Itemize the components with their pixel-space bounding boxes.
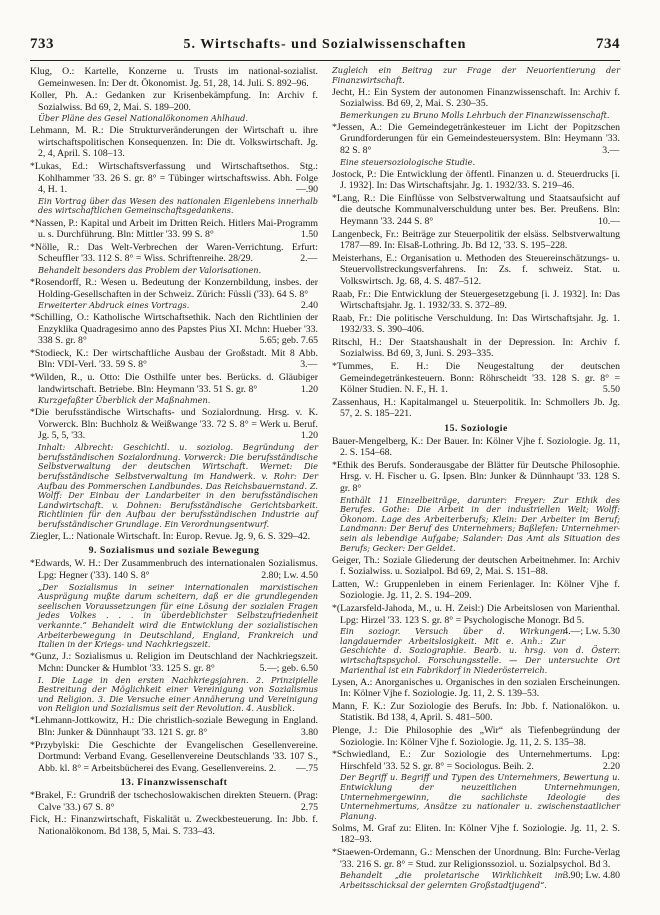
entry-text: *Tummes, E. H.: Die Neugestaltung der deutschen Gemeindegetränkesteuern. Bonn: Röhrscheidt '33. 128 S. gr. 8° = Kölner Studien. N. F., H. 1. [332, 361, 620, 396]
bib-entry: *Ethik des Berufs. Sonderausgabe der Blätter für Deutsche Philosophie. Hrsg. v. H. Fischer u. G. Ipsen. Bln: Junker & Dünnhaupt '33. 128 S. gr. 8° [332, 459, 620, 494]
bib-entry: Klug, O.: Kartelle, Konzerne u. Trusts im national-sozialist. Gemeinwesen. In: Der dt. Ökonomist. Jg. 51, 28, 14. Juli. S. 892–96. [30, 66, 318, 89]
bib-entry [30, 348, 318, 371]
two-column-body [30, 66, 620, 892]
entry-text: *(Lazarsfeld-Jahoda, M., u. H. Zeisl:) Die Arbeitslosen von Marienthal. Lpg: Hirzel '33. 123 S. gr. 8° = Psychologische Monogr. Bd 5. [332, 603, 620, 626]
entry-text: *Schwiedland, E.: Zur Soziologie des Unternehmertums. Lpg: Hirschfeld '33. 52 S. gr. 8° = Sociologus. Beih. 2. [332, 749, 620, 772]
bib-entry: Koller, Ph. A.: Gedanken zur Krisenbekämpfung. In: Archiv f. Sozialwiss. Bd 69, 2, Mai. S. 189–200. [30, 90, 318, 113]
bib-entry: Geiger, Th.: Soziale Gliederung der deutschen Arbeitnehmer. In: Archiv f. Sozialwiss. u. Sozialpol. Bd 69, 2, Mai. S. 151–88. [332, 554, 620, 578]
annotation: Bemerkungen zu Bruno Molls Lehrbuch der Finanzwissenschaft. [340, 109, 610, 120]
bib-entry: Lehmann, M. R.: Die Strukturveränderungen der Wirtschaft u. ihre wirtschaftspolitischen Konsequenzen. In: Die dt. Volkswirtschaft. Jg. 2, 4, April. S. 108–13. [30, 125, 318, 160]
annotation: I. Die Lage in den ersten Nachkriegsjahren. 2. Prinzipielle Bestreitung der Möglichkeit einer Vereinigung von Sozialismus und Religion. 3. Die Versuche einer Annäherung und Vereinigung von Religion und Sozialismus seit der Revolution. 4. Ausblick. [38, 674, 318, 714]
entry-text: *Przybylski: Die Geschichte der Evangelischen Gesellenvereine. Dortmund: Verband Evang. Gesellenvereine Deutschlands '33. 107 S., Abb. kl. 8° = Arbeitsbücherei des Evang. Gesellenvereins. 2. [30, 739, 318, 774]
entry-text: *Brakel, F.: Grundriß der tschechoslowakischen direkten Steuern. (Prag: Calve '33.) 67 S. 8° [30, 790, 318, 813]
price: 5.—; geb. 6.50 [259, 662, 318, 674]
price: 5.65; geb. 7.65 [259, 335, 318, 347]
annotation: Über Pläne des Gesel Nationalökonomen Ahlhaud. [38, 113, 249, 124]
right-page-number: 734 [595, 36, 620, 52]
entry-text: *Wilden, R., u. Otto: Die Osthilfe unter bes. Berücks. d. Gläubiger landwirtschaft. Betriebe. Bln: Heymann '33. 51 S. gr. 8° [30, 372, 318, 395]
bib-entry [30, 407, 318, 442]
bib-entry: Bauer-Mengelberg, K.: Der Bauer. In: Kölner Vjhe f. Soziologie. Jg. 11, 2. S. 154–68. [332, 435, 620, 459]
price: 3.90; Lw. 4.80 [563, 870, 620, 882]
entry-text: *Nölle, R.: Das Welt-Verbrechen der Waren-Verrichtung. Erfurt: Scheuffler '33. 112 S. 8° = Wiss. Schriftenreihe. 28/29. [30, 241, 318, 265]
bib-entry [332, 122, 620, 157]
bib-entry [30, 740, 318, 775]
annotation: Der Begriff u. Begriff und Typen des Unternehmers, Bewertung u. Entwicklung der neuzeitlichen Unternehmungen, Unternehmergewinn, die sachlichste Ideologie des Unternehmertums, Ansätze zu nationaler u. zwischenstaatlicher Planung. [340, 772, 620, 821]
bib-entry [30, 651, 318, 674]
bib-entry: Jecht, H.: Ein System der autonomen Finanzwissenschaft. In: Archiv f. Sozialwiss. Bd 69, 2, Mai. S. 230–35. [332, 86, 620, 110]
bib-entry [30, 790, 318, 813]
bib-entry [30, 558, 318, 581]
annotation: Enthält 11 Einzelbeiträge, darunter: Freyer: Zur Ethik des Berufes. Gothe: Die Arbeit in der industriellen Welt; Wolff: Ökonom. Lage des Arbeiterberufs; Klein: Der Arbeiter im Beruf; Landmann: Der Beruf des Unternehmers; Baßlefen: Unternehmer-sein als lebendige Aufgabe; Salander: Das Amt als Situation des Berufs; Gecker: Der Geldet. [340, 494, 620, 553]
bib-entry: Ritschl, H.: Der Staatshaushalt in der Depression. In: Archiv f. Sozialwiss. Bd 69, 3, Juni. S. 293–335. [332, 336, 620, 360]
annotation: Erweiterter Abdruck eines Vortrags. [38, 300, 190, 311]
price: —.90 [295, 184, 318, 196]
bib-entry: Raab, Fr.: Die Entwicklung der Steuergesetzgebung [i. J. 1932]. In: Das Wirtschaftsjahr. Jg. 1. 1932/33. S. 372–89. [332, 288, 620, 311]
bib-entry: Ziegler, L.: Nationale Wirtschaft. In: Europ. Revue. Jg. 9, 6. S. 329–42. [30, 530, 311, 542]
running-title: 5. Wirtschafts- und Sozialwissenschaften [183, 37, 467, 52]
price: 2.80; Lw. 4.50 [261, 569, 318, 581]
bib-entry [332, 749, 620, 772]
section-heading-sozialismus: 9. Sozialismus und soziale Bewegung [88, 545, 260, 557]
price: 2.40 [300, 300, 318, 311]
bib-entry [30, 312, 318, 347]
price: 1.20 [300, 383, 318, 395]
entry-text: *Gunz, J.: Sozialismus u. Religion im Deutschland der Nachkriegszeit. Mchn: Duncker & Humblot '33. 125 S. gr. 8° [30, 651, 318, 674]
price: 4.—; Lw. 5.30 [563, 626, 620, 638]
bib-entry: Langenbeck, Fr.: Beiträge zur Steuerpolitik der elsäss. Selbstverwaltung 1787—89. In: Elsaß-Lothring. Jb. Bd 12, '33. S. 195–228. [332, 228, 620, 252]
entry-text: *Rosendorff, R.: Wesen u. Bedeutung der Konzernbildung, insbes. der Holding-Gesellschaften in der Schweiz. Zürich: Füssli ('33). 64 S. 8° [30, 277, 318, 300]
bib-entry [332, 361, 620, 396]
price: 1.50 [300, 229, 318, 241]
price: 5.50 [602, 384, 620, 396]
price: 2.20 [602, 760, 620, 772]
bib-entry: Mann, F. K.: Zur Soziologie des Berufs. In: Jbb. f. Nationalökon. u. Statistik. Bd 138, 4, April. S. 481–500. [332, 700, 620, 724]
bib-entry [30, 218, 318, 241]
left-page-number: 733 [30, 36, 54, 52]
price: —.75 [295, 762, 318, 774]
price: 3.— [300, 359, 318, 371]
entry-text: *Jessen, A.: Die Gemeindegetränkesteuer im Licht der Popitzschen Grundforderungen für ein Gemeindesteuersystem. Bln: Heymann '33. 82 S. 8° [332, 121, 620, 156]
annotation: Ein soziogr. Versuch über d. Wirkungen langdauernder Arbeitslosigkeit. Mit e. Anh.: Zur Geschichte d. Soziographie. Bearb. u. hrsg. von d. Österr. wirtschaftspsychol. Forschungsstelle. — Der untersuchte Ort Marienthal ist ein Fabrikdorf in Niederösterreich. [340, 626, 620, 675]
annotation: „Der Sozialismus in seiner internationalen marxistischen Ausprägung mußte darum scheitern, daß er die grundlegenden seelischen Voraussetzungen für eine Lösung der sozialen Fragen jedes Volkes . . . in überdeblichster Selbstzufriedenheit verkannte.“ Behandelt wird die Entwicklung der sozialistischen Arbeiterbewegung in Deutschland, England, Frankreich und Italien in der Kriegs- und Nachkriegszeit. [38, 581, 318, 650]
price: 2.75 [300, 801, 318, 813]
entry-text: *Edwards, W. H.: Der Zusammenbruch des internationalen Sozialismus. Lpg: Hegner ('33). 140 S. 8° [30, 558, 318, 581]
entry-text: *Lehmann-Jottkowitz, H.: Die christlich-soziale Bewegung in England. Bln: Junker & Dünnhaupt '33. 121 S. gr. 8° [30, 715, 318, 738]
entry-text: *Stodieck, K.: Der wirtschaftliche Ausbau der Großstadt. Mit 8 Abb. Bln: VDI-Verl. '33. 59 S. 8° [30, 347, 318, 371]
bib-entry: Zassenhaus, H.: Kapitalmangel u. Steuerpolitik. In: Schmollers Jb. Jg. 57, 2. S. 185–221. [332, 396, 620, 420]
annotation: Kurzgefaßter Überblick der Maßnahmen. [38, 395, 211, 406]
entry-text: *Schilling, O.: Katholische Wirtschaftsethik. Nach den Richtlinien der Enzyklika Quadragesimo anno des Papstes Pius XI. Mchn: Hueber '33. 338 S. gr. 8° [30, 312, 318, 347]
annotation: Zugleich ein Beitrag zur Frage der Neuorientierung der Finanzwirtschaft. [332, 65, 620, 85]
section-heading-soziologie: 15. Soziologie [444, 422, 508, 434]
bib-entry [332, 193, 620, 228]
entry-text: *Lukas, Ed.: Wirtschaftsverfassung und Wirtschaftsethos. Stg.: Kohlhammer '33. 26 S. gr. 8° = Tübinger wirtschaftswiss. Abh. Folge 4, H. 1. [30, 161, 318, 196]
bib-entry [332, 603, 620, 638]
bib-entry [30, 242, 318, 265]
bib-entry: Latten, W.: Gruppenleben in einem Ferienlager. In: Kölner Vjhe f. Soziologie. Jg. 11, 2. S. 194–209. [332, 578, 620, 602]
bib-entry: Raab, Fr.: Die politische Verschuldung. In: Das Wirtschaftsjahr. Jg. 1. 1932/33. S. 390–406. [332, 312, 620, 336]
bib-entry: Plenge, J.: Die Philosophie des „Wir“ als Tiefenbegründung der Soziologie. In: Kölner Vjhe f. Soziologie. Jg. 11, 2. S. 135–38. [332, 725, 620, 748]
bib-entry: Solms, M. Graf zu: Eliten. In: Kölner Vjhe f. Soziologie. Jg. 11, 2. S. 182–93. [332, 822, 620, 846]
bib-entry: Meisterhans, E.: Organisation u. Methoden des Steuereinschätzungs- u. Steuervollstreckungsverfahrens. In: Zs. f. schweiz. Stat. u. Volkswirtsch. Jg. 68, 4. S. 487–512. [332, 252, 620, 287]
annotation: Behandelt „die proletarische Wirklichkeit im Arbeitsschicksal der gelernten Großstadtjugend“. [340, 870, 566, 890]
price: 2.— [300, 253, 318, 265]
annotation: Eine steuersoziologische Studie. [340, 156, 476, 167]
entry-text: *Staewen-Ordemann, G.: Menschen der Unordnung. Bln: Furche-Verlag '33. 216 S. gr. 8° = Stud. zur Religionssoziol. u. Sozialpsychol. Bd 3. [332, 847, 620, 870]
entry-text: *Lang, R.: Die Einflüsse von Selbstverwaltung und Staatsaufsicht auf die deutsche Kommunalverschuldung unter bes. Ber. Preußens. Bln: Heymann '33. 244 S. 8° [332, 192, 620, 227]
annotation: Ein Vortrag über das Wesen des nationalen Eigenlebens innerhalb des wirtschaftlichen Gemeinschaftsgedankens. [38, 195, 318, 216]
left-column [30, 66, 318, 892]
price: 1.20 [300, 430, 318, 442]
page-header [30, 36, 620, 61]
bib-entry: Jostock, P.: Die Entwicklung der öffentl. Finanzen u. d. Steuerdrucks [i. J. 1932]. In: Das Wirtschaftsjahr. Jg. 1. 1932/33. S. 219–46. [332, 168, 620, 192]
entry-text: *Die berufsständische Wirtschafts- und Sozialordnung. Hrsg. v. K. Vorwerck. Bln: Buchholz & Weißwange '33. 72 S. 8° = Werk u. Beruf. Jg. 5, 5, '33. [30, 407, 318, 442]
price: 3.80 [300, 726, 318, 738]
section-heading-finanzwissenschaft: 13. Finanzwissenschaft [120, 777, 228, 789]
price: 10.— [597, 215, 620, 227]
bib-entry [30, 161, 318, 196]
annotation: Behandelt besonders das Problem der Valorisationen. [38, 264, 262, 275]
price: 3.— [602, 144, 620, 156]
right-column [332, 66, 620, 892]
bib-entry [30, 715, 318, 738]
bib-entry: Lysen, A.: Anorganisches u. Organisches in den sozialen Erscheinungen. In: Kölner Vjhe f. Soziologie. Jg. 11, 2. S. 139–53. [332, 676, 620, 700]
bib-entry [30, 372, 318, 395]
entry-text: *Nassen, P.: Kapital und Arbeit im Dritten Reich. Hitlers Mai-Programm u. s. Durchführung. Bln: Mittler '33. 99 S. 8° [30, 217, 318, 241]
annotation: Inhalt: Albrecht: Geschichtl. u. soziolog. Begründung der berufsständischen Sozialordnung. Vorwerck: Die berufsständische Selbstverwaltung der deutschen Wirtschaft. Wernet: Die berufsständische Selbstverwaltung im Handwerk. v. Rohr: Der Aufbau des Pommerschen Landbundes. Das Reichsbauernstand. Z. Wolff: Der Einbau der Landarbeiter in den berufsständischen Landwirtschaft. v. Dohnen: Berufsständische Gerichtsbarkeit. Richtlinien für den Aufbau der berufsständischen Industrie auf berufsständischer Grundlage. Ein Verordnungsentwurf. [38, 442, 318, 529]
bib-entry: Fick, H.: Finanzwirtschaft, Fiskalität u. Zweckbesteuerung. In: Jbb. f. Nationalökonom. Bd 138, 5, Mai. S. 733–43. [30, 814, 318, 837]
